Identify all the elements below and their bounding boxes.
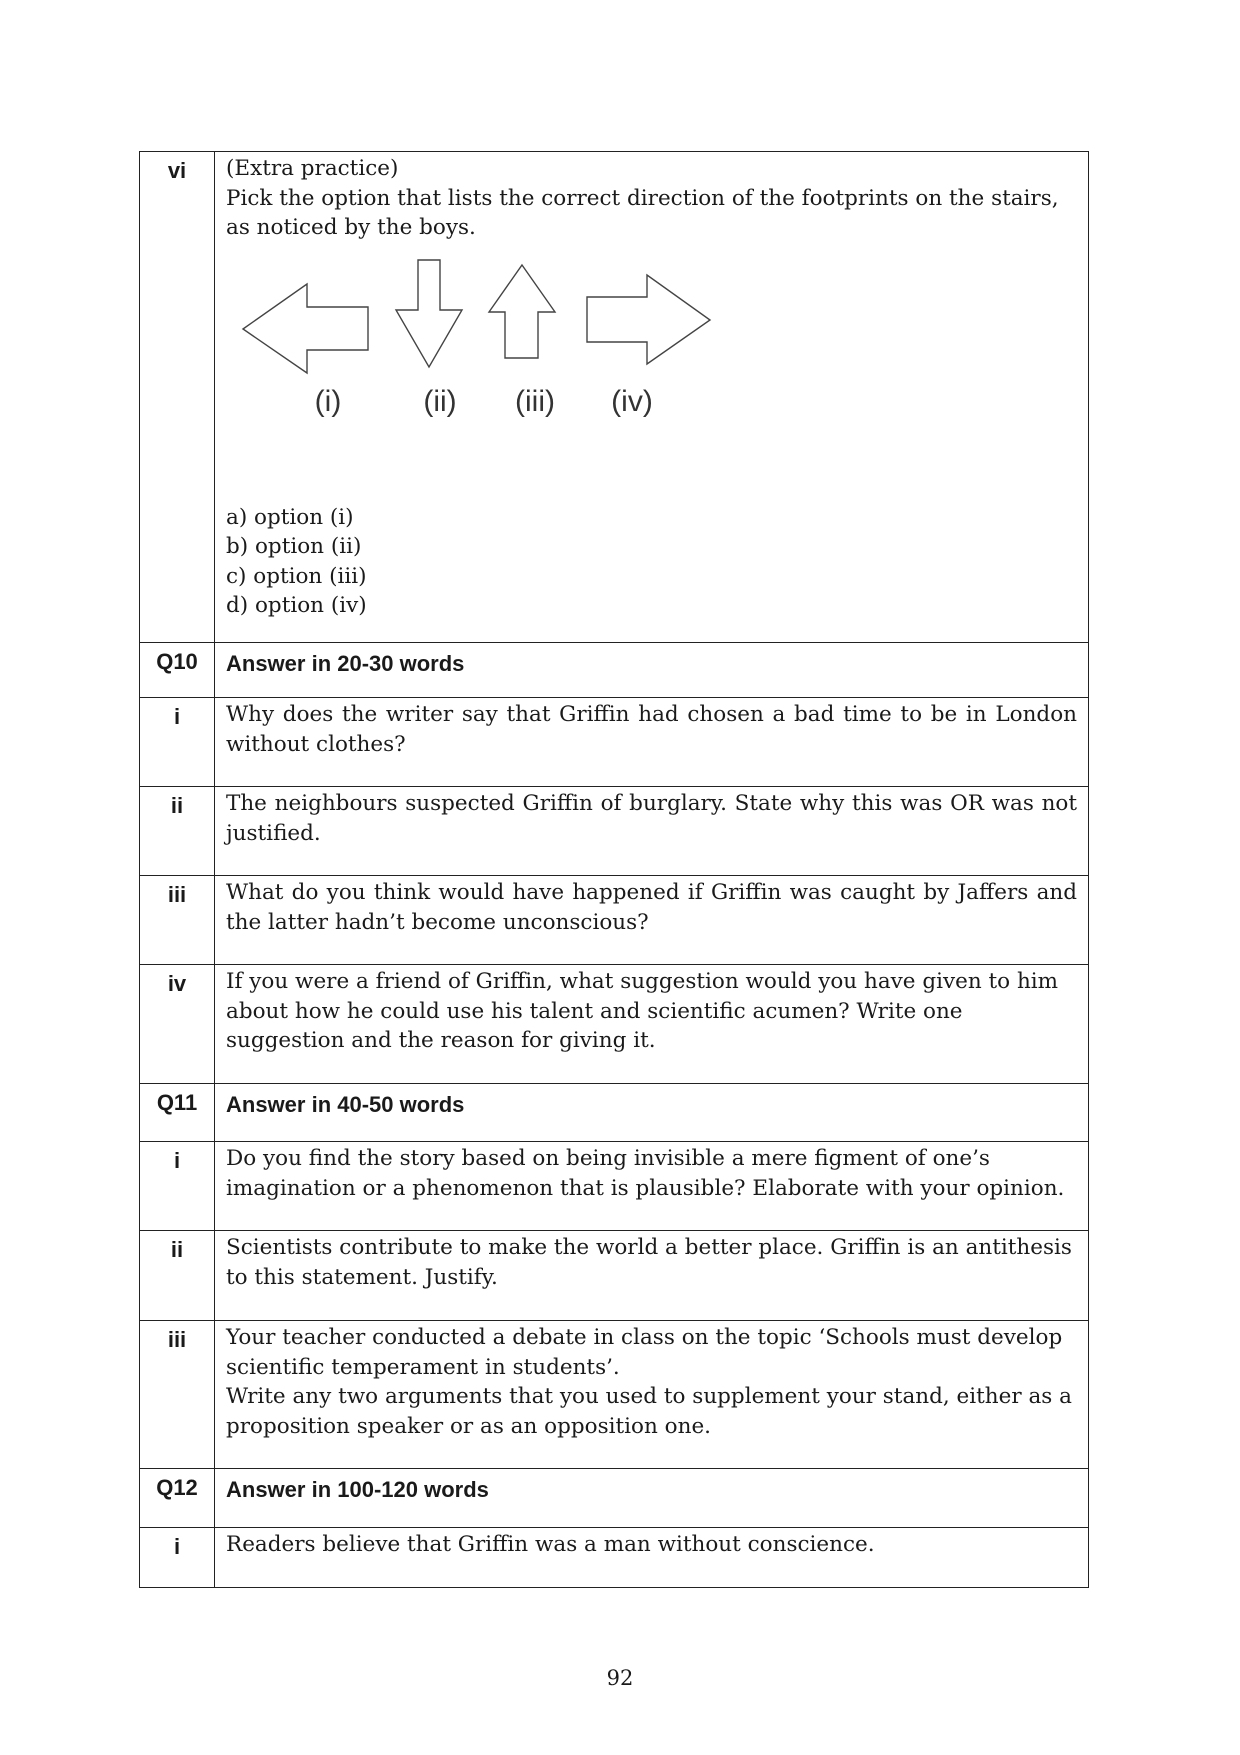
figure-label-iii: (iii) [515,384,555,418]
question-row [140,876,1089,965]
option-a: a) option (i) [226,504,354,530]
section-title: Answer in 100-120 words [215,1469,1089,1528]
question-intro: (Extra practice) [226,156,399,181]
question-number: i [140,1528,215,1588]
question-text: Your teacher conducted a debate in class on the topic ‘Schools must develop scientific temperament in students’. [226,1325,1063,1380]
question-text: Do you find the story based on being invisible a mere figment of one’s imagination or a phenomenon that is plausible? Elaborate with your opinion. [215,1142,1089,1231]
section-title: Answer in 20-30 words [215,643,1089,698]
arrow-figure [215,243,1077,503]
question-row [140,1528,1089,1588]
question-text: Scientists contribute to make the world a better place. Griffin is an antithesis to this statement. Justify. [215,1231,1089,1321]
figure-label-iv: (iv) [611,384,653,418]
question-number: vi [140,152,215,643]
section-header-q10 [140,643,1089,698]
question-number: i [140,1142,215,1231]
page-number: 92 [606,1666,634,1690]
section-number: Q10 [140,643,215,698]
option-b: b) option (ii) [226,534,362,559]
question-body [215,152,1089,643]
question-text: Why does the writer say that Griffin had chosen a bad time to be in London without clothes? [215,698,1089,787]
question-number: i [140,698,215,787]
section-title: Answer in 40-50 words [215,1084,1089,1142]
option-c: c) option (iii) [226,563,367,589]
question-row [140,1142,1089,1231]
left-arrow-icon [243,284,368,373]
down-arrow-icon [396,260,462,367]
question-table [139,151,1089,1588]
question-number: iii [140,876,215,965]
options-list [226,503,1077,621]
right-arrow-icon [587,275,710,364]
question-body [215,1321,1089,1469]
question-number: ii [140,787,215,876]
question-row [140,1231,1089,1321]
section-header-q12 [140,1469,1089,1528]
option-d: d) option (iv) [226,593,367,618]
question-text: What do you think would have happened if Griffin was caught by Jaffers and the latter hadn’t become unconscious? [215,876,1089,965]
section-number: Q12 [140,1469,215,1528]
question-row [140,1321,1089,1469]
question-row [140,965,1089,1084]
up-arrow-icon [489,265,555,358]
question-row [140,698,1089,787]
figure-label-i: (i) [314,384,342,418]
question-row [140,787,1089,876]
question-text: The neighbours suspected Griffin of burglary. State why this was OR was not justified. [215,787,1089,876]
question-text: Readers believe that Griffin was a man without conscience. [215,1528,1089,1588]
question-number: iv [140,965,215,1084]
question-number: iii [140,1321,215,1469]
section-header-q11 [140,1084,1089,1142]
question-row-vi [140,152,1089,643]
question-text: If you were a friend of Griffin, what suggestion would you have given to him about how he could use his talent and scientific acumen? Write one suggestion and the reason for giving it. [215,965,1089,1084]
question-text: Pick the option that lists the correct direction of the footprints on the stairs, as noticed by the boys. [226,185,1059,240]
figure-label-ii: (ii) [423,384,457,418]
question-number: ii [140,1231,215,1321]
section-number: Q11 [140,1084,215,1142]
question-text-continued: Write any two arguments that you used to supplement your stand, either as a proposition speaker or as an opposition one. [226,1384,1072,1439]
